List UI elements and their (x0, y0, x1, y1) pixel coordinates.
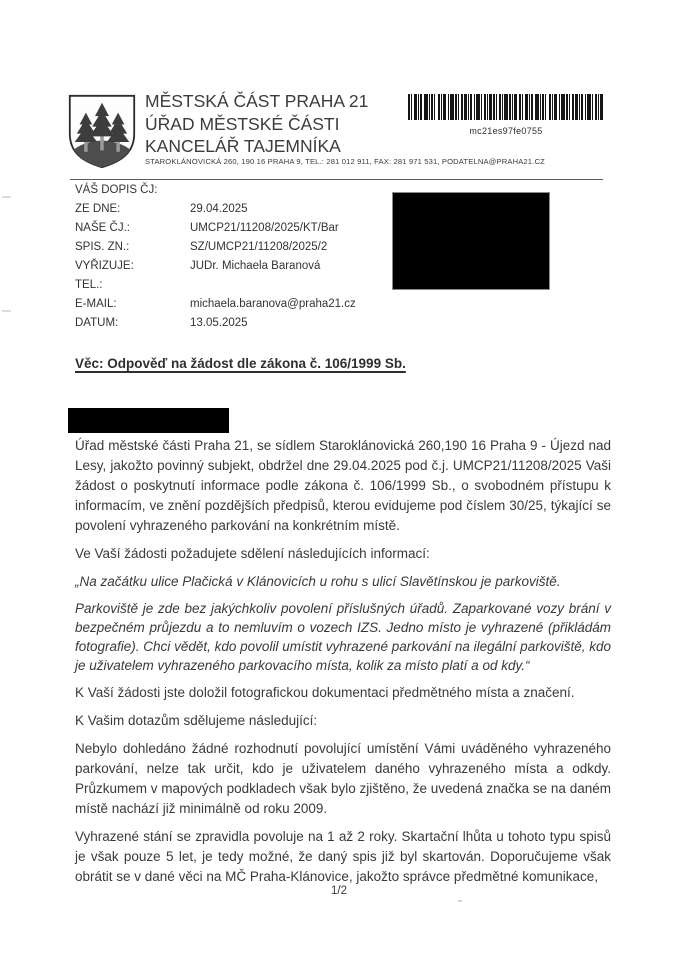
barcode (408, 94, 604, 136)
org-name-line-1: MĚSTSKÁ ČÁST PRAHA 21 (145, 91, 369, 111)
meta-label: TEL.: (75, 279, 103, 291)
paragraph-intro: Úřad městské části Praha 21, se sídlem Staroklánovická 260,190 16 Praha 9 - Újezd nad Lesy, jakožto povinný subjekt, obdržel dne 29.04.2025 pod č.j. UMCP21/11208/2025 Vaši žádost o poskytnutí informace podle zákona č. 106/1999 Sb., o svobodném přístupu k informacím, ve znění pozdějších předpisů, kterou evidujeme pod číslem 30/25, týkající se povolení vyhrazeného parkování na konkrétním místě. (75, 438, 611, 533)
meta-row-vyrizuje (75, 260, 405, 279)
meta-value: SZ/UMCP21/11208/2025/2 (190, 241, 328, 253)
meta-value: michaela.baranova@praha21.cz (190, 298, 356, 310)
meta-row-vas-dopis (75, 184, 405, 203)
meta-value: 29.04.2025 (190, 203, 248, 215)
scan-artifact (458, 900, 462, 902)
redaction-box-addressee (392, 192, 550, 290)
paragraph-answer-2: Vyhrazené stání se zpravidla povoluje na 1 až 2 roky. Skartační lhůta u tohoto typu spisů je však pouze 5 let, je tedy možné, že daný spis již byl skartován. Doporučujeme však obrátit se v dané věci na MČ Praha-Klánovice, jakožto správce předmětné komunikace, (75, 829, 611, 884)
letterhead-divider (70, 179, 603, 180)
meta-label: VÁŠ DOPIS ČJ: (75, 184, 158, 196)
org-name-line-3: KANCELÁŘ TAJEMNÍKA (145, 136, 341, 156)
barcode-bars-icon (408, 94, 604, 120)
meta-value: JUDr. Michaela Baranová (190, 260, 321, 272)
page-number: 1/2 (331, 885, 347, 897)
letter-body (75, 436, 611, 895)
letterhead-address-line: STAROKLÁNOVICKÁ 260, 190 16 PRAHA 9, TEL.: 281 012 911, FAX: 281 971 531, PODATELNA@PRAHA21.CZ (145, 157, 545, 166)
meta-label: NAŠE ČJ.: (75, 222, 130, 234)
quoted-request-line-1: „Na začátku ulice Plačická v Klánovicích u rohu s ulicí Slavětínskou je parkoviště. (75, 574, 561, 589)
meta-row-email (75, 298, 405, 317)
scan-artifact (2, 310, 11, 312)
meta-row-tel (75, 279, 405, 298)
meta-label: SPIS. ZN.: (75, 241, 130, 253)
meta-value: 13.05.2025 (190, 317, 248, 329)
meta-label: E-MAIL: (75, 298, 117, 310)
org-name-line-2: ÚŘAD MĚSTSKÉ ČÁSTI (145, 113, 340, 134)
barcode-text: mc21es97fe0755 (469, 126, 543, 136)
meta-row-spis-zn (75, 241, 405, 260)
letterhead-org-block (145, 90, 368, 158)
subject-line: Věc: Odpověď na žádost dle zákona č. 106/1999 Sb. (75, 356, 406, 371)
meta-label: DATUM: (75, 317, 119, 329)
coat-of-arms-logo (67, 93, 137, 170)
meta-label: ZE DNE: (75, 203, 121, 215)
paragraph-photo-docs: K Vaší žádosti jste doložil fotografickou dokumentaci předmětného místa a značení. (75, 685, 575, 700)
meta-row-datum (75, 317, 405, 336)
paragraph-answers-lead: K Vašim dotazům sdělujeme následující: (75, 713, 318, 728)
paragraph-request-lead: Ve Vaší žádosti požadujete sdělení následujících informací: (75, 546, 430, 561)
quoted-request-line-2: Parkoviště je zde bez jakýchkoliv povolení příslušných úřadů. Zaparkované vozy brání v bezpečném průjezdu a to nemluvím o vozech IZS. Jedno místo je vyhrazené (přikládám fotografie). Chci vědět, kdo povolil umístit vyhrazené parkování na ilegální parkoviště, kdo je uživatelem vyhrazeného parkovacího místa, kolik za místo platí a od kdy.“ (75, 601, 611, 673)
redaction-box-salutation (68, 408, 229, 433)
meta-value: UMCP21/11208/2025/KT/Bar (190, 222, 339, 234)
letter-meta-block (75, 184, 405, 336)
paragraph-answer-1: Nebylo dohledáno žádné rozhodnutí povolující umístění Vámi uváděného vyhrazeného parkování, nelze tak určit, kdo je uživatelem daného vyhrazeného místa a odkdy. Průzkumem v mapových podkladech však bylo zjištěno, že uvedená značka se na daném místě nachází již minimálně od roku 2009. (75, 741, 611, 816)
scan-artifact (2, 196, 11, 198)
meta-row-nase-cj (75, 222, 405, 241)
meta-label: VYŘIZUJE: (75, 260, 134, 272)
meta-row-ze-dne (75, 203, 405, 222)
